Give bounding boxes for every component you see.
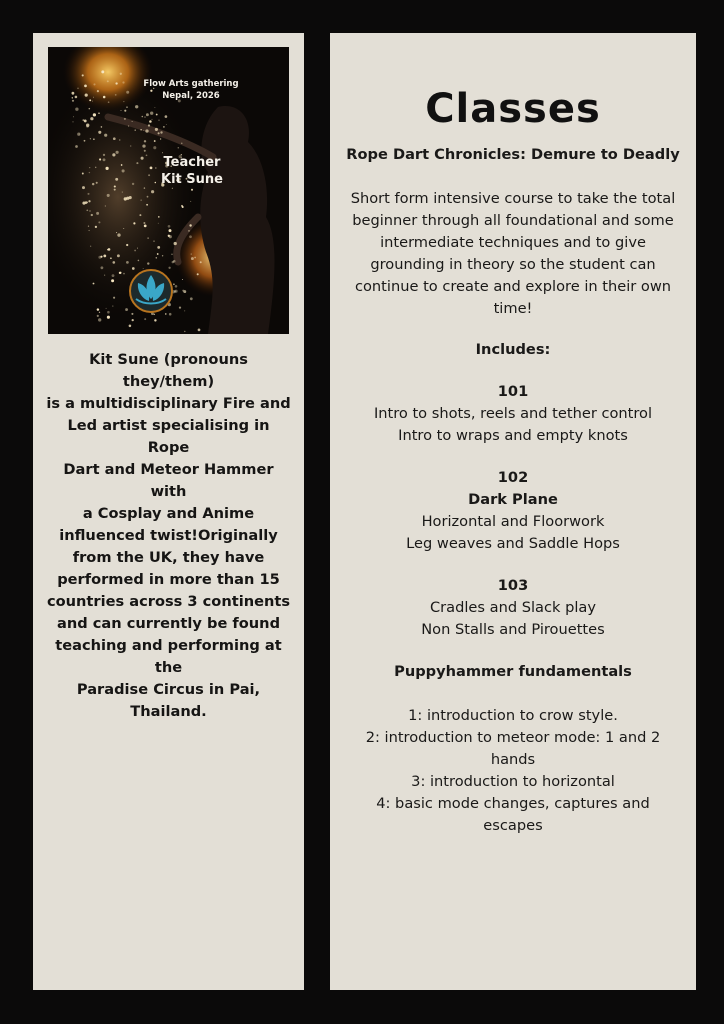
spark xyxy=(90,138,91,139)
spark xyxy=(104,134,107,137)
spark xyxy=(92,101,93,102)
spark xyxy=(103,154,105,156)
bio-line: and can currently be found xyxy=(56,615,281,632)
spark xyxy=(151,190,154,193)
spark xyxy=(98,318,101,321)
spark xyxy=(169,313,172,316)
spark xyxy=(96,212,99,215)
spark xyxy=(103,255,106,258)
puppyhammer-title: Puppyhammer fundamentals xyxy=(394,663,632,680)
spark xyxy=(184,331,185,332)
spark xyxy=(191,189,193,191)
spark xyxy=(112,274,115,277)
spark xyxy=(154,314,155,315)
spark xyxy=(107,249,108,250)
spark xyxy=(144,187,145,188)
bio-line: teaching and performing at the xyxy=(55,637,282,676)
spark xyxy=(146,154,148,156)
spark xyxy=(149,120,152,123)
spark xyxy=(89,99,91,101)
spark xyxy=(117,233,120,236)
spark xyxy=(174,242,177,245)
spark xyxy=(146,204,148,206)
module-101-item: Intro to shots, reels and tether control xyxy=(373,405,653,422)
spark xyxy=(113,297,115,299)
spark xyxy=(106,167,109,170)
spark xyxy=(122,192,123,193)
description-line: Short form intensive course to take the total xyxy=(350,190,676,207)
spark xyxy=(184,310,185,311)
module-102-item: Leg weaves and Saddle Hops xyxy=(406,535,620,552)
spark xyxy=(85,94,88,97)
spark xyxy=(75,108,78,111)
spark xyxy=(89,108,91,110)
spark xyxy=(190,201,191,202)
spark xyxy=(82,173,84,175)
spark xyxy=(147,237,148,238)
spark xyxy=(97,90,99,92)
spark xyxy=(84,85,87,88)
bio-line: a Cosplay and Anime xyxy=(82,505,255,522)
spark xyxy=(197,273,199,275)
spark xyxy=(154,107,155,108)
spark xyxy=(144,140,146,142)
spark xyxy=(172,261,174,263)
spark xyxy=(113,137,116,140)
spark xyxy=(191,254,192,255)
puppyhammer-item: hands xyxy=(490,751,536,768)
spark xyxy=(160,138,161,139)
spark xyxy=(72,121,73,122)
spark xyxy=(90,117,93,120)
spark xyxy=(165,115,168,118)
classes-panel xyxy=(330,33,696,990)
spark xyxy=(133,222,135,224)
spark xyxy=(86,124,89,127)
spark xyxy=(158,223,159,224)
spark xyxy=(110,257,112,259)
includes-label: Includes: xyxy=(475,341,551,358)
spark xyxy=(157,253,159,255)
poster-event-line2: Nepal, 2026 xyxy=(162,91,220,101)
spark xyxy=(154,140,156,142)
spark xyxy=(98,112,99,113)
spark xyxy=(142,144,145,147)
spark xyxy=(158,119,159,120)
spark xyxy=(142,116,144,118)
spark xyxy=(89,172,90,173)
module-102-subtitle: Dark Plane xyxy=(468,491,558,508)
spark xyxy=(143,222,145,224)
poster-event-line1: Flow Arts gathering xyxy=(143,79,239,89)
spark xyxy=(148,174,150,176)
spark xyxy=(125,308,128,311)
module-101-number: 101 xyxy=(497,383,529,400)
course-title: Rope Dart Chronicles: Demure to Deadly xyxy=(346,146,680,163)
spark xyxy=(119,139,121,141)
poster-role: Teacher xyxy=(163,155,221,170)
spark xyxy=(173,283,175,285)
spark xyxy=(107,311,110,314)
poster-event-text xyxy=(136,78,246,102)
spark xyxy=(115,94,117,96)
spark xyxy=(123,273,125,275)
spark xyxy=(132,319,134,321)
spark xyxy=(77,88,79,90)
spark xyxy=(72,100,74,102)
spark xyxy=(72,92,75,95)
bio-line: countries across 3 continents xyxy=(46,593,291,610)
spark xyxy=(162,255,163,256)
spark xyxy=(89,210,90,211)
spark xyxy=(114,185,116,187)
puppyhammer-item: 4: basic mode changes, captures and xyxy=(376,795,650,812)
spark xyxy=(72,97,73,98)
spark xyxy=(168,235,170,237)
spark xyxy=(189,224,191,226)
classes-heading: Classes xyxy=(425,86,601,132)
spark xyxy=(131,313,133,315)
module-102-number: 102 xyxy=(497,469,529,486)
spark xyxy=(160,131,162,133)
puppyhammer-item: escapes xyxy=(483,817,543,834)
spark xyxy=(90,246,91,247)
spark xyxy=(140,129,141,130)
spark xyxy=(122,169,125,172)
spark xyxy=(107,316,110,319)
spark xyxy=(146,113,149,116)
spark xyxy=(134,250,136,252)
spark xyxy=(126,244,128,246)
spark xyxy=(117,254,120,257)
spark xyxy=(168,225,171,228)
spark xyxy=(93,83,95,85)
spark xyxy=(144,318,146,320)
module-103-item: Non Stalls and Pirouettes xyxy=(421,621,605,638)
spark xyxy=(95,226,97,228)
module-101-item: Intro to wraps and empty knots xyxy=(398,427,628,444)
spark xyxy=(99,312,100,313)
spark xyxy=(155,128,158,131)
spark xyxy=(95,167,96,168)
bio-line: Kit Sune (pronouns they/them) xyxy=(89,351,248,390)
spark xyxy=(75,96,78,99)
spark xyxy=(96,182,98,184)
module-102-item: Horizontal and Floorwork xyxy=(421,513,605,530)
spark xyxy=(126,91,129,94)
spark xyxy=(171,254,172,255)
spark xyxy=(144,117,145,118)
spark xyxy=(153,240,155,242)
spark xyxy=(82,186,85,189)
module-103-number: 103 xyxy=(497,577,529,594)
spark xyxy=(136,162,138,164)
description-line: continue to create and explore in their own xyxy=(354,278,672,295)
spark xyxy=(123,101,124,102)
spark xyxy=(88,226,89,227)
module-103-item: Cradles and Slack play xyxy=(429,599,597,616)
spark xyxy=(162,152,163,153)
spark xyxy=(169,229,172,232)
spark xyxy=(150,112,153,115)
spark xyxy=(156,114,158,116)
spark xyxy=(111,279,114,282)
spark xyxy=(101,70,104,73)
bio-line: is a multidisciplinary Fire and xyxy=(46,395,291,412)
spark xyxy=(166,124,167,125)
description-line: beginner through all foundational and some xyxy=(352,212,674,229)
description-line: time! xyxy=(493,300,533,317)
spark xyxy=(103,158,106,161)
puppyhammer-item: 3: introduction to horizontal xyxy=(411,773,615,790)
spark xyxy=(179,307,181,309)
spark xyxy=(132,267,135,270)
spark xyxy=(82,74,84,76)
spark xyxy=(103,96,106,99)
spark xyxy=(141,157,144,160)
spark xyxy=(126,261,129,264)
spark xyxy=(93,283,95,285)
spark xyxy=(107,80,109,82)
spark xyxy=(168,267,170,269)
spark xyxy=(124,110,126,112)
spark xyxy=(158,216,160,218)
spark xyxy=(115,82,117,84)
spark xyxy=(121,164,123,166)
spark xyxy=(120,73,122,75)
spark xyxy=(189,235,192,238)
spark xyxy=(156,257,157,258)
spark xyxy=(97,308,99,310)
spark xyxy=(114,189,116,191)
description-line: grounding in theory so the student can xyxy=(370,256,656,273)
spark xyxy=(93,138,95,140)
spark xyxy=(124,118,126,120)
spark xyxy=(153,146,156,149)
spark xyxy=(147,262,149,264)
spark xyxy=(181,205,183,207)
spark xyxy=(128,125,129,126)
spark xyxy=(141,200,142,201)
spark xyxy=(200,261,202,263)
spark xyxy=(182,290,184,292)
spark xyxy=(119,272,121,274)
spark xyxy=(194,257,196,259)
spark xyxy=(126,106,127,107)
spark xyxy=(144,150,146,152)
spark xyxy=(98,221,100,223)
spark xyxy=(154,319,156,321)
spark xyxy=(148,124,150,126)
bio-line: Led artist specialising in Rope xyxy=(67,417,270,456)
spark xyxy=(181,143,182,144)
spark xyxy=(84,119,87,122)
spark xyxy=(123,228,124,229)
spark xyxy=(175,285,178,288)
spark xyxy=(89,167,90,168)
spark xyxy=(158,132,160,134)
spark xyxy=(108,101,110,103)
spark xyxy=(93,97,94,98)
spark xyxy=(75,145,78,148)
bio-line: Dart and Meteor Hammer with xyxy=(63,461,274,500)
puppyhammer-item: 1: introduction to crow style. xyxy=(408,707,618,724)
spark xyxy=(124,197,127,200)
spark xyxy=(105,205,106,206)
spark xyxy=(88,200,90,202)
spark xyxy=(157,246,160,249)
spark xyxy=(152,119,153,120)
spark xyxy=(93,113,96,116)
spark xyxy=(191,257,194,260)
spark xyxy=(89,230,90,231)
spark xyxy=(188,230,189,231)
spark xyxy=(106,308,107,309)
spark xyxy=(79,134,80,135)
spark xyxy=(121,110,122,111)
bio-line: influenced twist!Originally xyxy=(59,527,278,544)
spark xyxy=(190,297,193,300)
spark xyxy=(147,196,149,198)
spark xyxy=(87,193,89,195)
spark xyxy=(143,268,144,269)
spark xyxy=(132,183,134,185)
description-line: intermediate techniques and to give xyxy=(380,234,646,251)
spark xyxy=(129,325,132,328)
puppyhammer-item: 2: introduction to meteor mode: 1 and 2 xyxy=(365,729,661,746)
spark xyxy=(73,116,74,117)
spark xyxy=(115,178,118,181)
bio-line: from the UK, they have xyxy=(72,549,265,566)
spark xyxy=(116,232,117,233)
spark xyxy=(82,202,85,205)
spark xyxy=(139,214,141,216)
spark xyxy=(163,126,165,128)
spark xyxy=(101,126,103,128)
spark xyxy=(172,188,173,189)
teacher-poster-image xyxy=(48,47,289,334)
spark xyxy=(84,140,86,142)
spark xyxy=(138,260,140,262)
spark xyxy=(91,214,93,216)
spark xyxy=(182,279,183,280)
spark xyxy=(98,131,101,134)
spark xyxy=(97,315,99,317)
spark xyxy=(145,129,148,132)
spark xyxy=(144,225,147,228)
bio-line: Paradise Circus in Pai, xyxy=(76,681,261,698)
poster-teacher-name: Kit Sune xyxy=(161,172,223,187)
spark xyxy=(165,313,166,314)
left-panel xyxy=(33,33,304,990)
spark xyxy=(198,329,201,332)
spark xyxy=(112,305,113,306)
spark xyxy=(92,183,94,185)
spark xyxy=(98,256,101,259)
teacher-bio xyxy=(45,349,292,723)
spark xyxy=(112,153,115,156)
spark xyxy=(135,130,136,131)
spark xyxy=(143,130,144,131)
spark xyxy=(137,248,138,249)
spark xyxy=(130,146,131,147)
spark xyxy=(86,209,88,211)
spark xyxy=(178,147,180,149)
bio-line: Thailand. xyxy=(130,703,207,720)
spark xyxy=(135,105,138,108)
spark xyxy=(116,151,119,154)
bio-line: performed in more than 15 xyxy=(57,571,280,588)
spark xyxy=(100,266,103,269)
spark xyxy=(132,121,133,122)
spark xyxy=(104,275,105,276)
spark xyxy=(107,194,110,197)
spark xyxy=(112,261,115,264)
spark xyxy=(99,158,101,160)
spark xyxy=(122,81,124,83)
